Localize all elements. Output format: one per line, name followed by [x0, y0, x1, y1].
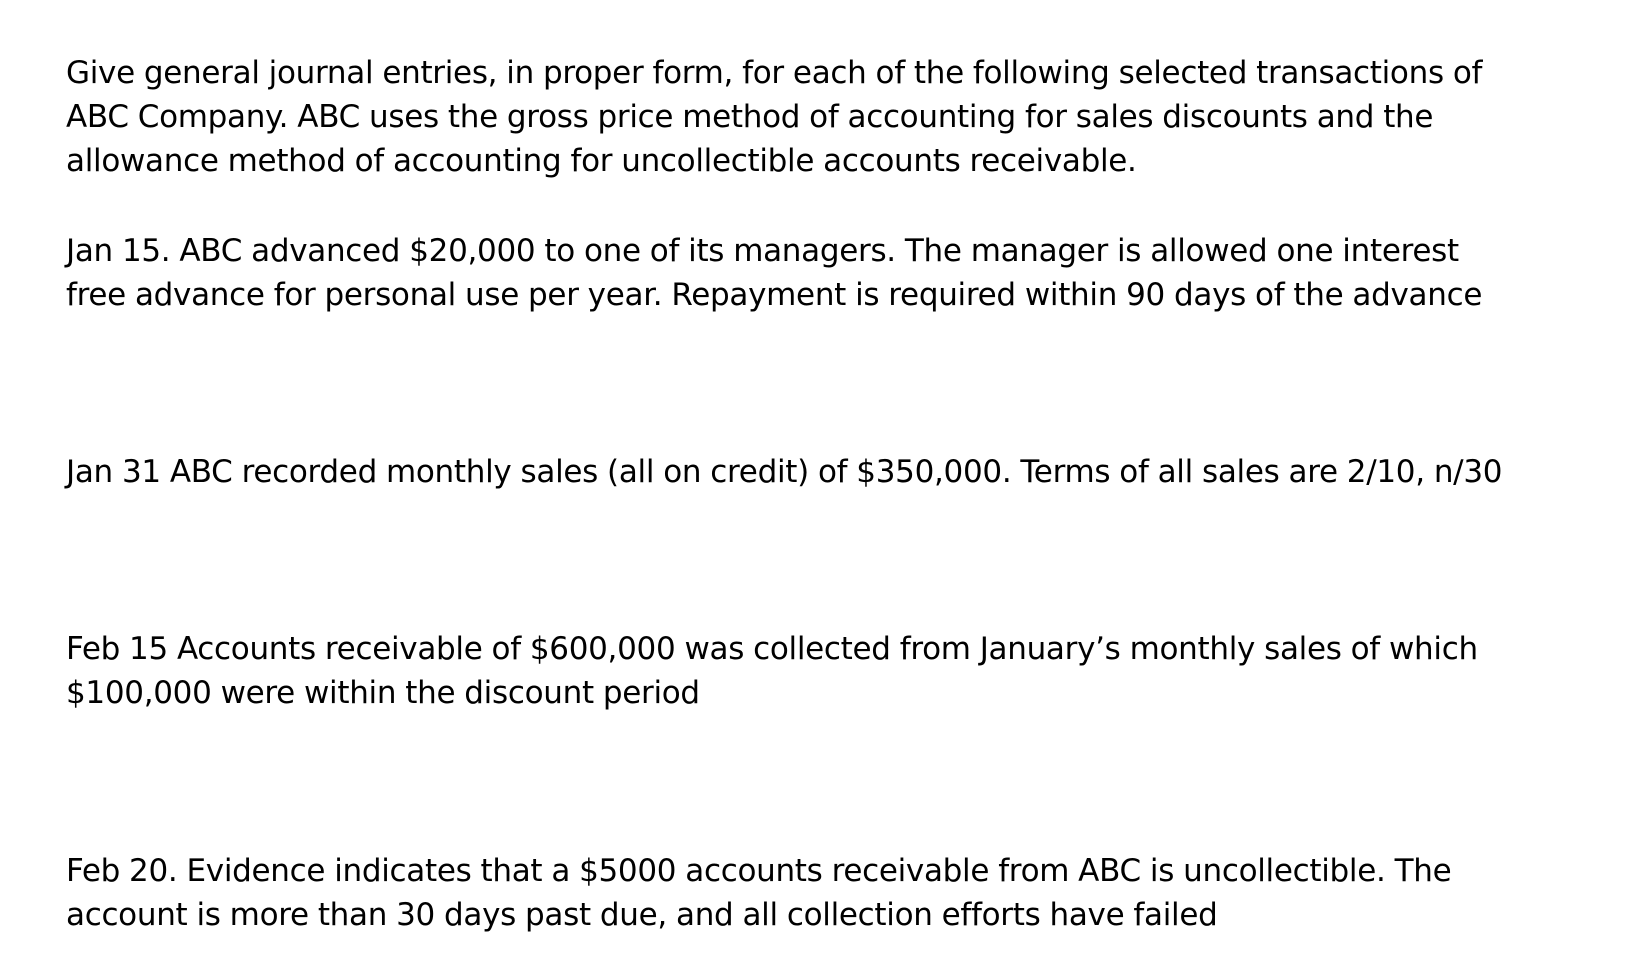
transaction-feb-15	[66, 627, 1566, 715]
instructions-line: ABC Company. ABC uses the gross price method of accounting for sales discounts and the	[66, 99, 1434, 135]
transaction-line: Jan 15. ABC advanced $20,000 to one of its managers. The manager is allowed one interest	[66, 233, 1459, 269]
transaction-feb-20	[66, 849, 1566, 937]
transaction-line: Feb 15 Accounts receivable of $600,000 was collected from January’s monthly sales of which	[66, 631, 1478, 667]
transaction-line: Feb 20. Evidence indicates that a $5000 accounts receivable from ABC is uncollectible. The	[66, 853, 1452, 889]
transaction-jan-31	[66, 450, 1566, 494]
transaction-line: Jan 31 ABC recorded monthly sales (all on credit) of $350,000. Terms of all sales are 2/10, n/30	[66, 454, 1503, 490]
transaction-line: free advance for personal use per year. Repayment is required within 90 days of the advance	[66, 277, 1483, 313]
transaction-line: $100,000 were within the discount period	[66, 675, 700, 711]
instructions-line: Give general journal entries, in proper form, for each of the following selected transactions of	[66, 55, 1483, 91]
instructions-paragraph	[66, 51, 1566, 183]
instructions-line: allowance method of accounting for uncollectible accounts receivable.	[66, 143, 1137, 179]
transaction-jan-15	[66, 229, 1566, 317]
transaction-line: account is more than 30 days past due, and all collection efforts have failed	[66, 897, 1218, 933]
